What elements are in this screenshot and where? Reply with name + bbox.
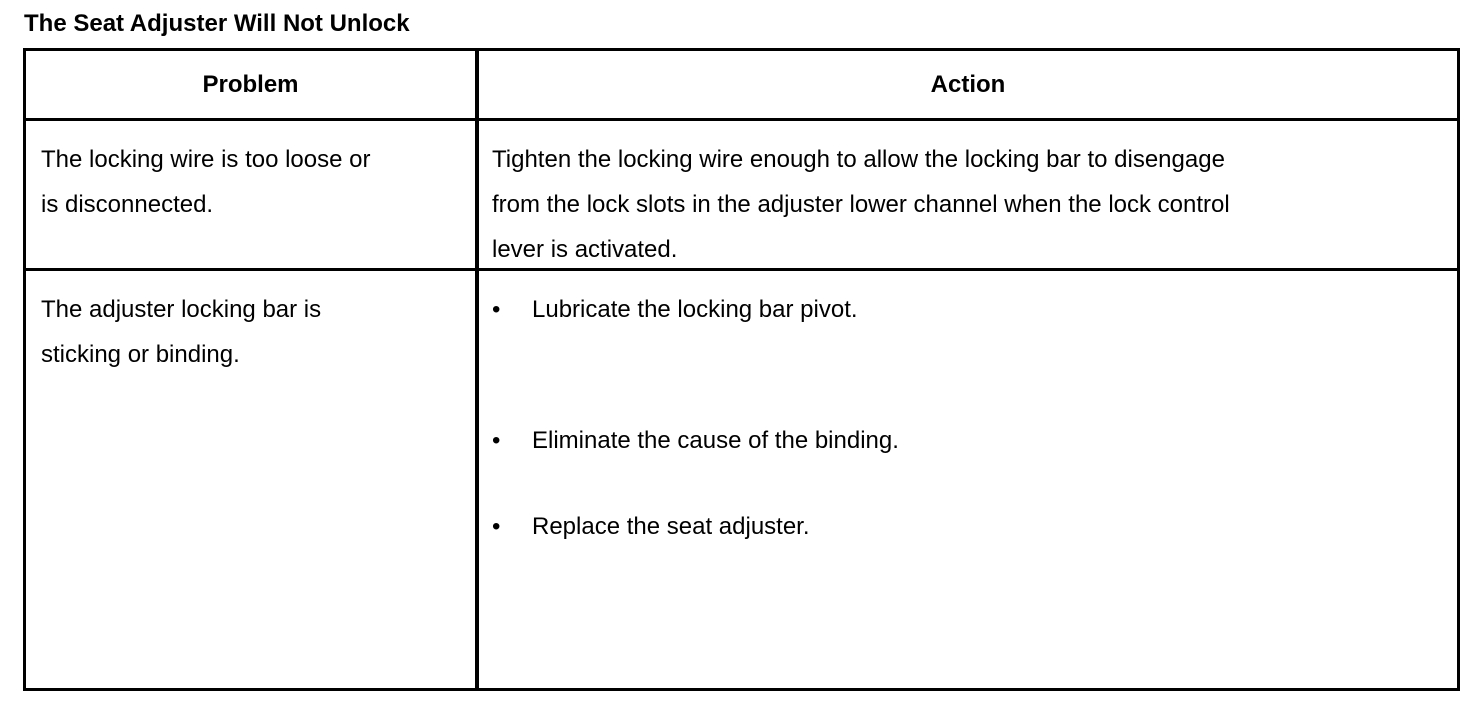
row-1-action: Tighten the locking wire enough to allow the locking bar to disengage from the lock slots in the adjuster lower channel when the lock control lever is activated. — [492, 146, 1230, 263]
page-title: The Seat Adjuster Will Not Unlock — [24, 10, 410, 37]
column-header-problem: Problem — [202, 71, 299, 98]
header-divider — [26, 118, 1457, 121]
column-divider — [475, 51, 479, 688]
bullet-icon: • — [492, 513, 501, 540]
bullet-icon: • — [492, 296, 501, 323]
troubleshooting-table — [23, 48, 1460, 691]
list-item — [492, 418, 1442, 463]
list-item — [492, 287, 1442, 332]
list-item — [492, 504, 1442, 549]
action-text: Lubricate the locking bar pivot. — [532, 296, 858, 323]
action-text: Replace the seat adjuster. — [532, 513, 810, 540]
column-header-action: Action — [930, 71, 1006, 98]
row-2-problem: The adjuster locking bar is sticking or binding. — [41, 296, 322, 368]
row-1-problem: The locking wire is too loose or is disconnected. — [41, 146, 371, 218]
bullet-icon: • — [492, 427, 501, 454]
action-text: Eliminate the cause of the binding. — [532, 427, 899, 454]
